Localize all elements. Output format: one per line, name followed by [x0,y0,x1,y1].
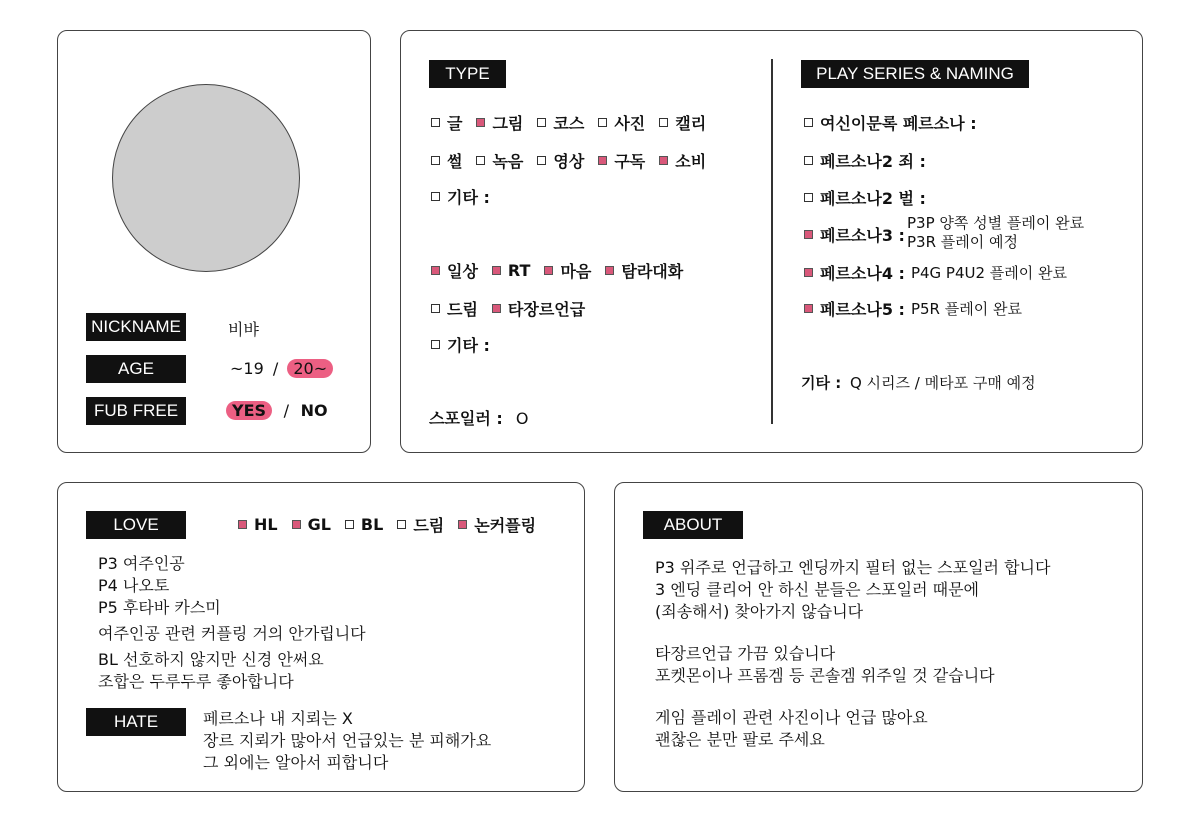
unchecked-box-icon [476,156,485,165]
fub-free-label: FUB FREE [86,397,186,425]
hate-lines [203,708,491,774]
about-line: P3 위주로 언급하고 엔딩까지 필터 없는 스포일러 합니다 [655,558,1051,577]
type-row5-option [431,297,478,320]
fub-yes-selected: YES [226,401,272,420]
love-options-option-label: 드림 [413,516,445,535]
age-over-selected: 20~ [287,359,333,378]
checked-box-icon [431,266,440,275]
checked-box-icon [476,118,485,127]
type-row1-option [431,111,462,134]
checked-box-icon [492,304,501,313]
about-line: 타장르언급 가끔 있습니다 [655,644,836,663]
type-row4-option-label: 탐라대화 [621,262,684,281]
love-hate-panel [57,482,585,792]
about-label: ABOUT [643,511,743,539]
hate-line: 그 외에는 알아서 피합니다 [203,753,389,772]
unchecked-box-icon [431,118,440,127]
love-line: P4 나오토 [98,576,170,595]
checked-box-icon [492,266,501,275]
unchecked-box-icon [345,520,354,529]
unchecked-box-icon [537,156,546,165]
love-line: P5 후타바 카스미 [98,598,221,617]
type-row4-option-label: 마음 [560,262,592,281]
love-options-option [292,515,331,534]
type-row2-option [598,149,645,172]
type-row-4 [431,259,697,282]
play-item-2 [804,149,926,172]
play-etc-value: Q 시리즈 / 메타포 구매 예정 [849,374,1036,392]
love-options-option [397,513,444,536]
play-checkbox-5 [804,268,813,277]
type-row1-option-label: 글 [447,114,463,133]
unchecked-box-icon [659,118,668,127]
love-options-option [238,515,278,534]
type-row5-option-label: 타장르언급 [507,300,586,319]
play-title-6: 페르소나5 : [820,300,905,319]
love-options-option-label: HL [254,515,278,534]
checked-box-icon [605,266,614,275]
about-line: (죄송해서) 찾아가지 않습니다 [655,602,864,621]
type-row-5 [431,297,599,320]
nickname-value: 비뱌 [228,320,259,339]
checked-box-icon [544,266,553,275]
love-label: LOVE [86,511,186,539]
play-checkbox-1 [804,118,813,127]
play-series-label: PLAY SERIES & NAMING [801,60,1029,88]
type-row4-option [431,259,478,282]
about-line: 게임 플레이 관련 사진이나 언급 많아요 [655,708,928,727]
type-label: TYPE [429,60,506,88]
play-item-5 [804,261,1067,284]
type-row1-option-label: 코스 [553,114,585,133]
checked-box-icon [659,156,668,165]
type-options [431,111,761,411]
type-row-1 [431,111,720,134]
love-options-option-label: BL [360,515,384,534]
fub-separator: / [283,401,290,420]
age-label: AGE [86,355,186,383]
type-row5-option [492,297,585,320]
play-title-2: 페르소나2 죄 : [820,152,926,171]
about-panel [614,482,1143,792]
play-checkbox-6 [804,304,813,313]
checked-box-icon [292,520,301,529]
type-row4-option [605,259,683,282]
play-item-3 [804,186,926,209]
about-line: 괜찮은 분만 팔로 주세요 [655,730,825,749]
play-checkbox-3 [804,193,813,202]
spoiler-row [429,406,528,429]
avatar [112,84,300,272]
play-title-4: 페르소나3 : [820,226,905,245]
love-line: BL 선호하지 않지만 신경 안써요 [98,650,324,669]
about-line: 3 엔딩 클리어 안 하신 분들은 스포일러 때문에 [655,580,979,599]
play-title-1: 여신이문록 페르소나 : [820,114,977,133]
type-row1-option-label: 캘리 [675,114,707,133]
type-row3-option-label: 기타 : [447,188,490,207]
type-row2-option-label: 썰 [447,152,463,171]
play-item-4 [804,223,905,246]
type-row1-option [659,111,706,134]
play-etc-row [801,372,1036,393]
love-options-option-label: 논커플링 [474,516,537,535]
nickname-label: NICKNAME [86,313,186,341]
type-row4-option [544,259,591,282]
checked-box-icon [238,520,247,529]
love-options-option [345,515,383,534]
love-line: P3 여주인공 [98,554,185,573]
spoiler-value: O [515,409,529,428]
type-play-panel [400,30,1143,453]
play-note-6: P5R 플레이 완료 [910,300,1022,318]
type-row2-option-label: 영상 [553,152,585,171]
type-row-2 [431,149,720,172]
unchecked-box-icon [431,156,440,165]
play-etc-label: 기타 : [801,374,842,392]
play-title-5: 페르소나4 : [820,264,905,283]
love-options-option [458,513,536,536]
fub-no: NO [300,401,328,420]
play-title-3: 페르소나2 벌 : [820,189,926,208]
type-row1-option [476,111,523,134]
type-row1-option-label: 사진 [614,114,646,133]
type-row-6 [431,333,504,356]
type-row3-option [431,185,490,208]
unchecked-box-icon [537,118,546,127]
love-options [238,513,550,536]
checked-box-icon [458,520,467,529]
checked-box-icon [598,156,607,165]
play-note-4-line-1: P3P 양쪽 성별 플레이 완료 [907,214,1085,232]
type-row2-option [431,149,462,172]
unchecked-box-icon [598,118,607,127]
play-checkbox-4 [804,230,813,239]
love-line: 조합은 두루두루 좋아합니다 [98,672,294,691]
love-line: 여주인공 관련 커플링 거의 안가립니다 [98,624,366,643]
type-row2-option-label: 소비 [675,152,707,171]
spoiler-label: 스포일러 : [429,409,503,428]
profile-panel [57,30,371,453]
love-options-option-label: GL [307,515,331,534]
type-row1-option [598,111,645,134]
play-checkbox-2 [804,156,813,165]
play-item-6 [804,297,1022,320]
unchecked-box-icon [431,304,440,313]
play-note-5: P4G P4U2 플레이 완료 [910,264,1068,282]
type-row1-option [537,111,584,134]
about-line: 포켓몬이나 프롬겜 등 콘솔겜 위주일 것 같습니다 [655,666,995,685]
age-separator: / [272,359,279,378]
type-row2-option [476,149,523,172]
unchecked-box-icon [431,192,440,201]
unchecked-box-icon [397,520,406,529]
type-row6-option-label: 기타 : [447,336,490,355]
unchecked-box-icon [431,340,440,349]
age-under: ~19 [230,359,264,378]
play-item-1 [804,111,977,134]
type-row6-option [431,333,490,356]
type-row2-option [659,149,706,172]
fub-free-values [226,401,328,420]
age-values [230,359,333,378]
hate-line: 장르 지뢰가 많아서 언급있는 분 피해가요 [203,731,492,750]
type-row4-option [492,261,531,280]
play-note-4 [907,214,1084,252]
hate-label: HATE [86,708,186,736]
about-lines [655,557,1050,751]
type-row2-option [537,149,584,172]
type-row4-option-label: 일상 [447,262,478,281]
love-lines [98,553,366,693]
column-divider [771,59,773,424]
type-row2-option-label: 녹음 [492,152,524,171]
type-row2-option-label: 구독 [614,152,646,171]
hate-line: 페르소나 내 지뢰는 X [203,709,353,728]
play-series-list [804,111,1134,371]
type-row5-option-label: 드림 [447,300,478,319]
play-note-4-line-2: P3R 플레이 예정 [907,233,1018,251]
type-row1-option-label: 그림 [492,114,524,133]
type-row4-option-label: RT [507,261,531,280]
type-row-3 [431,185,504,208]
